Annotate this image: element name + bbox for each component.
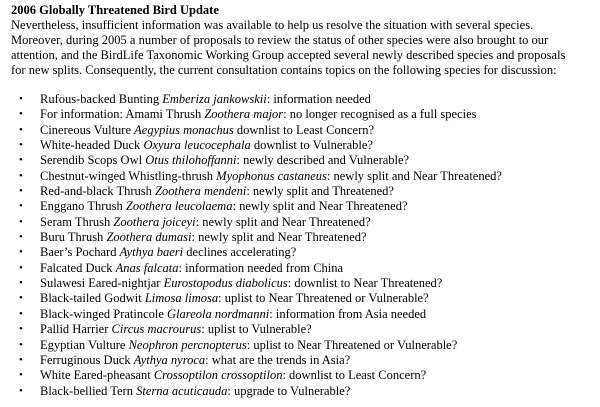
common-name: Black-bellied Tern — [40, 383, 137, 398]
list-item — [11, 276, 597, 291]
common-name: Rufous-backed Bunting — [40, 92, 163, 106]
list-item — [11, 184, 597, 199]
bullet-icon: • — [19, 93, 23, 105]
species-note: downlist to Vulnerable? — [250, 138, 373, 153]
species-note: : what are the trends in Asia? — [205, 352, 351, 367]
list-item — [11, 169, 597, 184]
common-name: Seram Thrush — [40, 214, 114, 229]
scientific-name: Oxyura leucocephala — [143, 138, 251, 153]
list-item — [11, 107, 597, 122]
bullet-icon: • — [19, 338, 23, 351]
bullet-icon: • — [19, 277, 23, 290]
scientific-name: Zoothera mendeni — [155, 184, 247, 199]
bullet-icon: • — [19, 261, 23, 274]
common-name: Serendib Scops Owl — [40, 153, 146, 168]
species-note: : information from Asia needed — [269, 306, 427, 321]
common-name: Cinereous Vulture — [40, 122, 135, 137]
intro-line: Nevertheless, insufficient information was available to help us resolve the situation with several species. — [11, 18, 534, 32]
common-name: Chestnut-winged Whistling-thrush — [40, 168, 217, 183]
bullet-icon: • — [19, 108, 23, 121]
scientific-name: Aythya baeri — [119, 245, 184, 260]
bullet-icon: • — [19, 384, 23, 397]
bullet-icon: • — [19, 185, 23, 198]
intro-paragraph — [11, 18, 597, 78]
species-note: : newly split and Near Threatened? — [232, 199, 408, 214]
list-item — [11, 353, 597, 368]
intro-line: for new splits. Consequently, the current consultation contains topics on the following species for discussion: — [11, 63, 557, 77]
species-note: : newly split and Near Threatened? — [191, 230, 367, 245]
scientific-name: Myophonus castaneus — [216, 168, 327, 183]
list-item — [11, 368, 597, 383]
common-name: White Eared-pheasant — [40, 368, 154, 383]
bullet-icon: • — [19, 246, 23, 259]
species-note: : no longer recognised as a full species — [283, 107, 477, 122]
common-name: Ferruginous Duck — [40, 352, 134, 367]
common-name: Red-and-black Thrush — [40, 184, 156, 199]
list-item — [11, 138, 597, 153]
scientific-name: Circus macrourus — [111, 322, 202, 337]
bullet-icon: • — [19, 292, 23, 305]
bullet-icon: • — [19, 231, 23, 244]
species-note: declines accelerating? — [183, 245, 297, 260]
species-note: : downlist to Least Concern? — [282, 368, 427, 383]
bullet-icon: • — [19, 154, 23, 167]
scientific-name: Zoothera major — [204, 107, 284, 122]
scientific-name: Anas falcata — [115, 260, 179, 275]
document-page — [11, 3, 597, 399]
common-name: Egyptian Vulture — [40, 337, 129, 352]
species-note: : information needed — [266, 92, 371, 106]
list-item — [11, 307, 597, 322]
intro-line: attention, and the BirdLife Taxonomic Working Group accepted several newly described species and proposals — [11, 48, 566, 62]
bullet-icon: • — [19, 169, 23, 182]
common-name: Buru Thrush — [40, 230, 107, 245]
species-note: : upgrade to Vulnerable? — [227, 383, 351, 398]
list-item — [11, 384, 597, 399]
document-title: 2006 Globally Threatened Bird Update — [11, 3, 219, 17]
scientific-name: Limosa limosa — [144, 291, 219, 306]
common-name: Black-tailed Godwit — [40, 291, 145, 306]
bullet-icon: • — [19, 323, 23, 336]
species-note: downlist to Least Concern? — [233, 122, 375, 137]
species-note: : newly split and Near Threatened? — [326, 168, 502, 183]
species-note: : newly split and Near Threatened? — [195, 214, 371, 229]
bullet-icon: • — [19, 200, 23, 213]
scientific-name: Zoothera joiceyi — [113, 214, 196, 229]
list-item — [11, 291, 597, 306]
list-item — [11, 153, 597, 168]
species-note: : information needed from China — [178, 260, 344, 275]
species-note: : newly split and Threatened? — [246, 184, 394, 199]
list-item — [11, 322, 597, 337]
bullet-icon: • — [19, 215, 23, 228]
bullet-icon: • — [19, 139, 23, 152]
list-item — [11, 123, 597, 138]
common-name: Pallid Harrier — [40, 322, 112, 337]
common-name: For information: Amami Thrush — [40, 107, 205, 122]
scientific-name: Sterna acuticauda — [136, 383, 228, 398]
species-list — [11, 92, 597, 399]
list-item — [11, 261, 597, 276]
bullet-icon: • — [19, 307, 23, 320]
species-note: : uplist to Vulnerable? — [201, 322, 312, 337]
scientific-name: Zoothera leucolaema — [125, 199, 233, 214]
list-item — [11, 245, 597, 260]
common-name: White-headed Duck — [40, 138, 144, 153]
list-item — [11, 199, 597, 214]
bullet-icon: • — [19, 123, 23, 136]
scientific-name: Eurostopodus diabolicus — [163, 276, 288, 291]
common-name: Black-winged Pratincole — [40, 306, 168, 321]
common-name: Enggano Thrush — [40, 199, 126, 214]
list-item — [11, 230, 597, 245]
species-note: : downlist to Near Threatened? — [287, 276, 443, 291]
common-name: Baer’s Pochard — [40, 245, 120, 260]
common-name: Falcated Duck — [40, 260, 116, 275]
list-item — [11, 92, 597, 107]
scientific-name: Glareola nordmanni — [167, 306, 270, 321]
scientific-name: Zoothera dumasi — [106, 230, 192, 245]
intro-line: Moreover, during 2005 a number of proposals to review the status of other species were also brought to our — [11, 33, 549, 47]
species-note: : newly described and Vulnerable? — [236, 153, 410, 168]
scientific-name: Aythya nyroca — [133, 352, 206, 367]
species-note: : uplist to Near Threatened or Vulnerable? — [218, 291, 429, 306]
bullet-icon: • — [19, 353, 23, 366]
bullet-icon: • — [19, 369, 23, 382]
common-name: Sulawesi Eared-nightjar — [40, 276, 164, 291]
scientific-name: Crossoptilon crossoptilon — [153, 368, 283, 383]
scientific-name: Emberiza jankowskii — [162, 92, 267, 106]
scientific-name: Neophron percnopterus — [128, 337, 247, 352]
list-item — [11, 338, 597, 353]
scientific-name: Aegypius monachus — [134, 122, 234, 137]
species-note: : uplist to Near Threatened or Vulnerable? — [246, 337, 458, 352]
list-item — [11, 215, 597, 230]
scientific-name: Otus thilohoffanni — [145, 153, 237, 168]
